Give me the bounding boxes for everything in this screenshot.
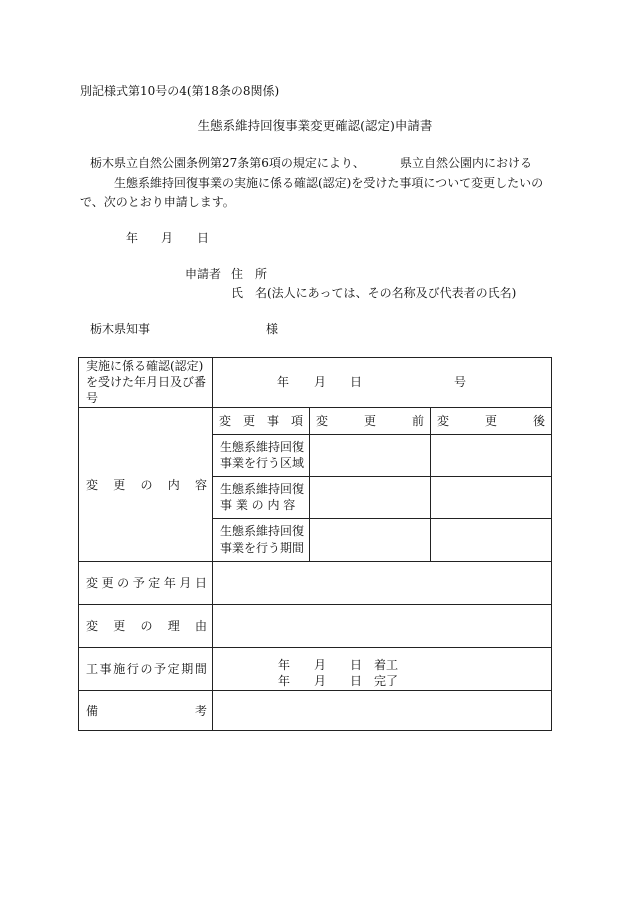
applicant-label: 申請者 — [185, 267, 222, 281]
start-day: 日 — [350, 657, 363, 672]
header-before-change: 変 更 前 — [310, 407, 431, 434]
confirmation-number: 号 — [454, 375, 467, 389]
intro-line-3: で、次のとおり申請します。 — [80, 195, 235, 209]
change-item-content: 生態系維持回復 事 業 の 内 容 — [213, 476, 310, 518]
change-content-label-cell — [79, 407, 213, 561]
reason-row — [79, 604, 552, 647]
remarks-field[interactable] — [213, 690, 552, 730]
end-day: 日 — [350, 673, 363, 688]
confirmation-day: 日 — [350, 375, 363, 389]
confirmation-row — [79, 358, 552, 408]
change-content-label: 変 更 の 内 容 — [86, 477, 207, 492]
start-year: 年 — [278, 657, 291, 672]
end-month: 月 — [314, 673, 327, 688]
header-after-change: 変 更 後 — [431, 407, 552, 434]
construction-label: 工 事 施 行 の 予 定 期 間 — [86, 662, 207, 677]
planned-date-label: 変 更 の 予 定 年 月 日 — [86, 576, 207, 591]
applicant-address-label: 住 所 — [231, 267, 268, 281]
addressee-name: 栃木県知事 — [90, 322, 151, 336]
change-header-row — [79, 407, 552, 434]
change-item-period: 生態系維持回復 事業を行う期間 — [213, 518, 310, 561]
confirmation-month: 月 — [314, 375, 327, 389]
intro-line-1b: 県立自然公園内における — [400, 156, 533, 170]
form-title: 生態系維持回復事業変更確認(認定)申請書 — [197, 118, 433, 133]
reason-field[interactable] — [213, 604, 552, 647]
end-status: 完了 — [374, 673, 399, 688]
period-after-field[interactable] — [431, 518, 552, 561]
applicant-name-label: 氏 名(法人にあっては、その名称及び代表者の氏名) — [231, 286, 517, 300]
confirmation-year: 年 — [277, 375, 290, 389]
end-year: 年 — [278, 673, 291, 688]
planned-date-field[interactable] — [213, 561, 552, 604]
intro-line-1: 栃木県立自然公園条例第27条第6項の規定により、 — [90, 156, 365, 170]
start-month: 月 — [314, 657, 327, 672]
date-month: 月 — [161, 231, 174, 245]
content-before-field[interactable] — [310, 476, 431, 518]
period-before-field[interactable] — [310, 518, 431, 561]
construction-schedule-field[interactable] — [213, 647, 552, 690]
addressee-honorific: 様 — [266, 322, 279, 336]
intro-line-2: 生態系維持回復事業の実施に係る確認(認定)を受けた事項について変更したいの — [114, 176, 544, 190]
remarks-row — [79, 690, 552, 730]
planned-date-label-cell — [79, 561, 213, 604]
area-before-field[interactable] — [310, 434, 431, 476]
change-application-table — [78, 357, 552, 731]
confirmation-label-cell — [79, 358, 213, 408]
construction-row — [79, 647, 552, 690]
header-change-item: 変 更 事 項 — [213, 407, 310, 434]
confirmation-date-field[interactable] — [213, 358, 552, 408]
remarks-label: 備 考 — [86, 703, 207, 718]
reason-label-cell — [79, 604, 213, 647]
confirmation-label-line2: を受けた年月日及び番号 — [86, 375, 207, 406]
change-item-area: 生態系維持回復 事業を行う区域 — [213, 434, 310, 476]
planned-date-row — [79, 561, 552, 604]
date-day: 日 — [197, 231, 210, 245]
content-after-field[interactable] — [431, 476, 552, 518]
reason-label: 変 更 の 理 由 — [86, 619, 207, 634]
area-after-field[interactable] — [431, 434, 552, 476]
construction-label-cell — [79, 647, 213, 690]
date-year: 年 — [126, 231, 139, 245]
form-number: 別記様式第10号の4(第18条の8関係) — [80, 84, 280, 98]
remarks-label-cell — [79, 690, 213, 730]
confirmation-label-line1: 実施に係る確認(認定) — [86, 359, 204, 373]
start-status: 着工 — [374, 657, 399, 672]
